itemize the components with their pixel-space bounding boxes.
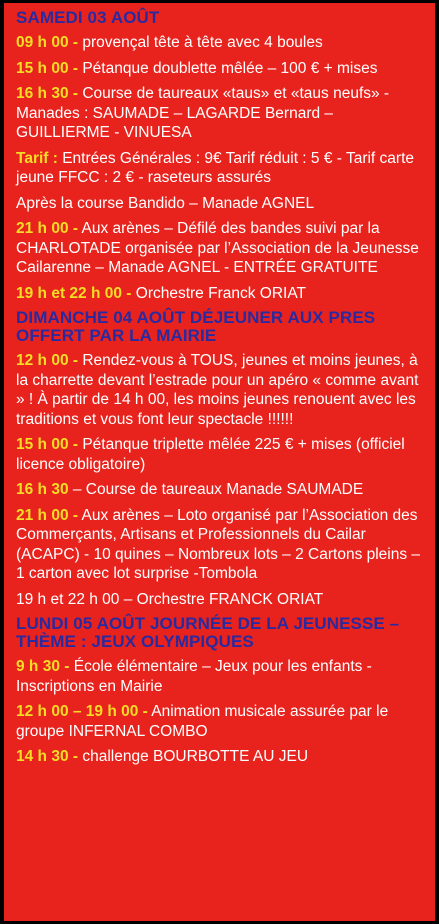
- program-entry: [16, 435, 428, 474]
- entry-text: École élémentaire – Jeux pour les enfants - Inscriptions en Mairie: [16, 658, 372, 695]
- program-entry: [16, 219, 428, 278]
- entry-text: Animation musicale assurée par le groupe INFERNAL COMBO: [16, 703, 389, 740]
- program-entry: [16, 33, 428, 53]
- program-entry: [16, 351, 428, 429]
- program-entry: [16, 747, 428, 767]
- entry-text: provençal tête à tête avec 4 boules: [78, 34, 323, 51]
- program-content: [16, 9, 428, 773]
- program-entry: [16, 657, 428, 696]
- entry-text: 19 h et 22 h 00 – Orchestre FRANCK ORIAT: [16, 590, 324, 608]
- entry-time: 9 h 30 -: [16, 658, 70, 675]
- entry-text: Aux arènes – Défilé des bandes suivi par la CHARLOTADE organisée par l’Association de la Jeunesse Cailarenne – Manade AGNEL - ENTRÉE GRATUITE: [16, 220, 419, 276]
- entry-time: 21 h 00 -: [16, 506, 79, 524]
- entry-time: 15 h 00 -: [16, 59, 79, 77]
- program-entry: [16, 59, 428, 79]
- program-entry: [16, 506, 428, 584]
- entry-text: Après la course Bandido – Manade AGNEL: [16, 194, 315, 212]
- day-heading-sunday: DIMANCHE 04 AOÛT DÉJEUNER AUX PRES OFFERT PAR LA MAIRIE: [16, 308, 376, 345]
- entry-time: 16 h 30: [16, 481, 69, 498]
- program-entry: [16, 84, 428, 143]
- entry-time: 12 h 00 – 19 h 00 -: [16, 703, 148, 720]
- day-heading-monday: LUNDI 05 AOÛT JOURNÉE DE LA JEUNESSE – THÈME : JEUX OLYMPIQUES: [16, 614, 400, 651]
- program-entry: [16, 284, 428, 304]
- entry-text: Rendez-vous à TOUS, jeunes et moins jeunes, à la charrette devant l’estrade pour un apéro « comme avant » ! À partir de 14 h 00, les moins jeunes renouent avec les traditions et vous font leur spectacle !!!!!!: [16, 352, 419, 428]
- entry-time: 21 h 00 -: [16, 220, 79, 237]
- program-entry: [16, 480, 428, 500]
- entry-time: 19 h et 22 h 00 -: [16, 284, 132, 302]
- program-entry: [16, 590, 428, 610]
- program-entry: [16, 702, 428, 741]
- entry-text: – Course de taureaux Manade SAUMADE: [68, 481, 364, 498]
- day-heading-saturday: SAMEDI 03 AOÛT: [16, 8, 160, 27]
- entry-text: Aux arènes – Loto organisé par l’Association des Commerçants, Artisans et Professionnels du Cailar (ACAPC) - 10 quines – Nombreux lots – 2 Cartons pleins – 1 carton avec lot surprise -Tombola: [16, 506, 421, 582]
- entry-time: Tarif :: [16, 149, 58, 167]
- entry-text: challenge BOURBOTTE AU JEU: [78, 748, 309, 765]
- entry-time: 14 h 30 -: [16, 748, 79, 765]
- program-entry: [16, 149, 428, 188]
- entry-text: Orchestre Franck ORIAT: [131, 284, 307, 302]
- entry-time: 12 h 00 -: [16, 352, 79, 369]
- program-panel: [4, 3, 435, 921]
- entry-time: 16 h 30 -: [16, 85, 79, 102]
- entry-text: Entrées Générales : 9€ Tarif réduit : 5 € - Tarif carte jeune FFCC : 2 € - raseteurs assurés: [16, 149, 415, 186]
- entry-text: Course de taureaux «taus» et «taus neufs» - Manades : SAUMADE – LAGARDE Bernard – GUILLIERME - VINUESA: [16, 85, 390, 141]
- program-entry: [16, 194, 428, 214]
- entry-text: Pétanque doublette mêlée – 100 € + mises: [78, 59, 378, 77]
- entry-time: 15 h 00 -: [16, 436, 79, 453]
- entry-time: 09 h 00 -: [16, 34, 79, 51]
- entry-text: Pétanque triplette mêlée 225 € + mises (officiel licence obligatoire): [16, 436, 405, 473]
